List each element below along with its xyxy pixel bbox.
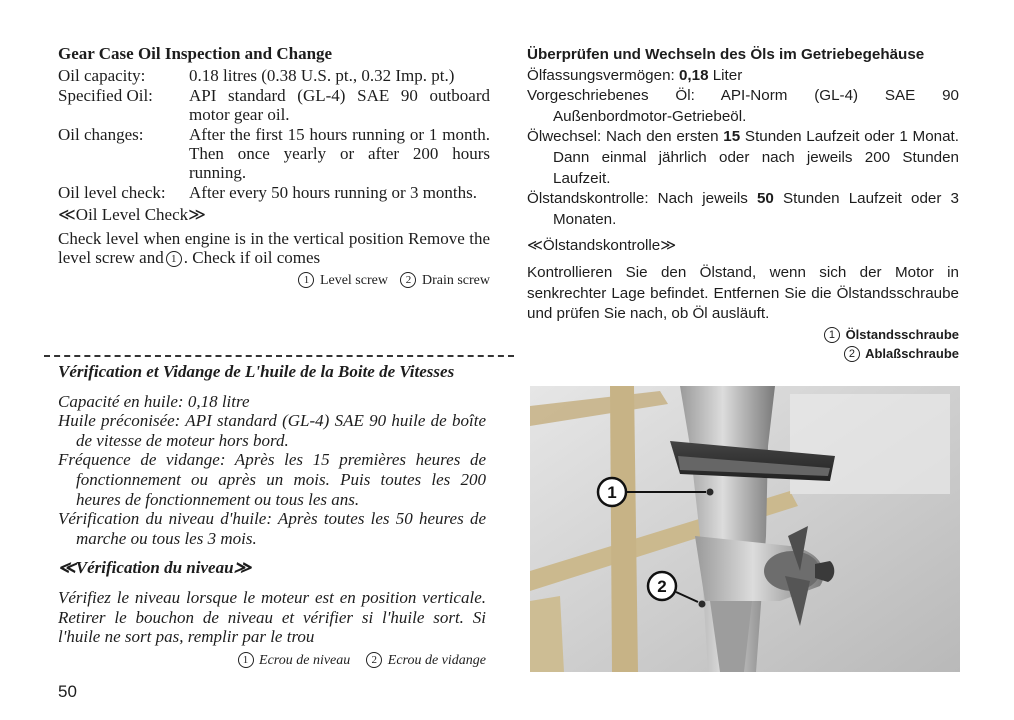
- legend-label: Level screw: [319, 273, 388, 289]
- english-paragraph-text: Check level when engine is in the vertical position Remove the level screw and: [58, 228, 490, 268]
- german-item-text: Stunden Laufzeit oder 1 Monat. Dann einmal jährlich oder nach jeweils 200 Stunden Laufzeit.: [553, 128, 959, 187]
- section-divider: [44, 355, 514, 357]
- french-subheading-text: ≪Vérification du niveau≫: [58, 558, 252, 578]
- photo-illustration: [530, 386, 960, 672]
- german-item: [527, 86, 959, 127]
- spec-value: After every 50 hours running or 3 months.: [189, 182, 478, 202]
- german-item: [527, 66, 959, 87]
- callout-1: [598, 478, 626, 506]
- french-paragraph: Vérifiez le niveau lorsque le moteur est en position verticale. Retirer le bouchon de niveau et vérifier si l'huile sort. Si l'huile ne sort pas, remplir par le trou: [58, 587, 486, 647]
- circled-number: 1: [238, 652, 254, 668]
- german-section: [527, 45, 959, 363]
- german-item-bold: 50: [756, 190, 774, 208]
- english-section: [58, 44, 490, 291]
- svg-text:1: 1: [607, 483, 617, 502]
- english-paragraph-text-end: . Check if oil comes: [183, 248, 321, 268]
- french-section: [58, 362, 486, 670]
- english-title: Gear Case Oil Inspection and Change: [58, 44, 333, 63]
- german-item-text: Liter: [708, 66, 743, 84]
- page-number: 50: [58, 682, 77, 701]
- german-item-text: Ölwechsel: Nach den ersten: [527, 128, 724, 146]
- spec-value: 0.18 litres (0.38 U.S. pt., 0.32 Imp. pt.): [189, 66, 455, 86]
- french-item: Capacité en huile: 0,18 litre: [58, 391, 250, 411]
- english-subheading: ≪Oil Level Check≫: [58, 205, 206, 225]
- german-item: [527, 189, 959, 230]
- german-subheading: ≪Ölstandskontrolle≫: [527, 237, 677, 255]
- german-legend-2: [527, 344, 959, 363]
- stand-leg: [530, 596, 564, 672]
- level-screw: [707, 489, 714, 496]
- german-paragraph: Kontrollieren Sie den Ölstand, wenn sich der Motor in senkrechter Lage befindet. Entfernen Sie die Ölstandsschraube und prüfen Sie nach, ob Öl ausläuft.: [527, 263, 959, 323]
- german-item-text: Stunden Laufzeit oder 3 Monaten.: [553, 190, 959, 228]
- french-item: Vérification du niveau d'huile: Après toutes les 50 heures de marche ou tous les 3 mois.: [58, 509, 486, 548]
- german-title: Überprüfen und Wechseln des Öls im Getriebegehäuse: [527, 46, 925, 63]
- german-item-text: Ölstandskontrolle: Nach jeweils: [527, 190, 757, 208]
- spec-oil-changes: [58, 125, 490, 183]
- circled-number: 1: [166, 251, 182, 267]
- legend-label: Ablaßschraube: [865, 345, 959, 361]
- spec-key: Specified Oil:: [58, 85, 153, 105]
- propeller-cone: [815, 561, 834, 582]
- callout-2: [648, 572, 676, 600]
- spec-specified-oil: [58, 86, 490, 125]
- circled-number: 2: [366, 652, 382, 668]
- svg-text:2: 2: [657, 577, 667, 596]
- german-item: [527, 127, 959, 189]
- circled-number: 1: [824, 327, 840, 343]
- spec-key: Oil level check:: [58, 182, 166, 202]
- legend-label: Ecrou de vidange: [387, 652, 486, 668]
- french-item: Huile préconisée: API standard (GL-4) SAE 90 huile de boîte de vitesse de moteur hors bord.: [58, 411, 486, 450]
- spec-key: Oil changes:: [58, 124, 144, 144]
- stand-post: [610, 386, 638, 672]
- spec-value: After the first 15 hours running or 1 month. Then once yearly or after 200 hours running.: [189, 124, 490, 183]
- english-paragraph: [58, 229, 490, 268]
- german-item-bold: 0,18: [678, 66, 709, 84]
- circled-number: 2: [844, 346, 860, 362]
- german-item-text: Ölfassungsvermögen:: [527, 66, 679, 84]
- french-legend: [58, 651, 486, 671]
- english-legend: [58, 271, 490, 290]
- legend-label: Ecrou de niveau: [259, 652, 351, 668]
- circled-number: 1: [298, 272, 314, 288]
- german-legend-1: [527, 325, 959, 344]
- spec-key: Oil capacity:: [58, 66, 146, 86]
- french-item: Fréquence de vidange: Après les 15 premières heures de fonctionnement ou après un mois. Puis toutes les 200 heures de fonctionnement ou tous les ans.: [58, 450, 486, 509]
- drain-screw: [699, 601, 706, 608]
- german-item-text: Vorgeschriebenes Öl: API-Norm (GL-4) SAE 90 Außenbordmotor-Getriebeöl.: [527, 87, 959, 125]
- legend-label: Ölstandsschraube: [845, 326, 959, 342]
- circled-number: 2: [400, 272, 416, 288]
- german-item-bold: 15: [723, 128, 741, 146]
- french-subheading: [58, 558, 486, 578]
- outboard-gearcase-photo: [530, 386, 960, 672]
- spec-oil-level-check: [58, 183, 490, 202]
- french-title: Vérification et Vidange de L'huile de la Boite de Vitesses: [58, 362, 455, 381]
- spec-value: API standard (GL-4) SAE 90 outboard motor gear oil.: [189, 85, 490, 125]
- legend-label: Drain screw: [421, 273, 490, 289]
- spec-oil-capacity: [58, 66, 490, 85]
